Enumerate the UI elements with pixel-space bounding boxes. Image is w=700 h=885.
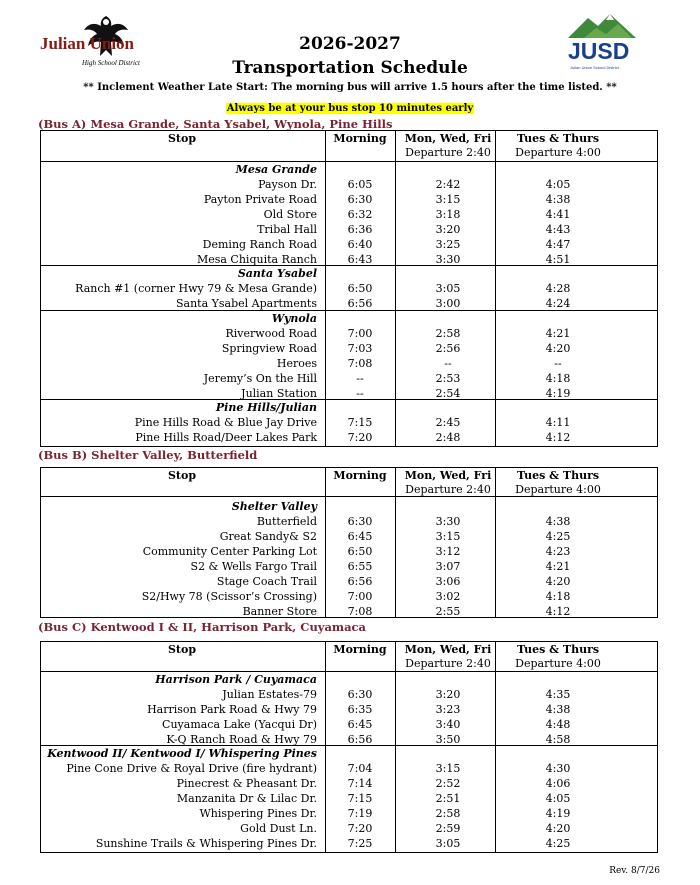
morning-time: 7:14 [347, 777, 373, 790]
tt-time: -- [554, 357, 562, 370]
tt-time: 4:23 [545, 545, 571, 558]
morning-time: 6:32 [347, 208, 373, 221]
morning-time: 6:36 [347, 223, 373, 236]
tt-time: 4:25 [545, 530, 571, 543]
morning-column-header: Morning [333, 643, 387, 656]
tt-departure-label: Departure 4:00 [515, 657, 601, 670]
stop-name: Julian Estates-79 [222, 688, 317, 701]
mwf-column-header: Mon, Wed, Fri [404, 469, 492, 482]
mwf-time: 3:50 [435, 733, 461, 746]
stop-name: Heroes [276, 357, 317, 370]
morning-time: 7:08 [347, 357, 373, 370]
mwf-column-header: Mon, Wed, Fri [404, 132, 492, 145]
mwf-time: 2:45 [435, 416, 461, 429]
stop-name: Payson Dr. [258, 178, 317, 191]
stop-name: Harrison Park Road & Hwy 79 [147, 703, 317, 716]
logo-right-sub: Julian Union School District [570, 65, 619, 70]
morning-time: 6:50 [347, 545, 373, 558]
stop-name: Whispering Pines Dr. [199, 807, 317, 820]
stop-name: Banner Store [242, 605, 317, 618]
mwf-time: 3:30 [435, 515, 461, 528]
morning-time: -- [356, 387, 364, 400]
stop-name: S2 & Wells Fargo Trail [190, 560, 317, 573]
tt-time: 4:25 [545, 837, 571, 850]
tt-time: 4:30 [545, 762, 571, 775]
tt-time: 4:35 [545, 688, 571, 701]
mwf-time: 3:15 [435, 193, 461, 206]
tt-time: 4:38 [545, 193, 571, 206]
group-heading: Santa Ysabel [237, 267, 317, 280]
mwf-time: 2:42 [435, 178, 461, 191]
stop-name: Mesa Chiquita Ranch [196, 253, 317, 266]
mwf-time: 3:20 [435, 688, 461, 701]
tt-time: 4:12 [545, 431, 571, 444]
mwf-time: 2:53 [435, 372, 461, 385]
mwf-time: 3:05 [435, 282, 461, 295]
morning-time: 6:45 [347, 530, 373, 543]
late-start-note: ** Inclement Weather Late Start: The morning bus will arrive 1.5 hours after the time listed. ** [83, 82, 617, 93]
morning-time: 6:55 [347, 560, 373, 573]
mwf-time: 3:00 [435, 297, 461, 310]
stop-column-header: Stop [167, 469, 197, 482]
column-divider [495, 642, 496, 852]
stop-name: Manzanita Dr & Lilac Dr. [176, 792, 317, 805]
morning-time: 7:03 [347, 342, 373, 355]
tt-time: 4:19 [545, 807, 571, 820]
tt-time: 4:38 [545, 515, 571, 528]
tt-time: 4:51 [545, 253, 571, 266]
mwf-time: 3:15 [435, 530, 461, 543]
stop-name: S2/Hwy 78 (Scissor’s Crossing) [141, 590, 317, 603]
morning-time: 7:04 [347, 762, 373, 775]
morning-time: 6:56 [347, 297, 373, 310]
bus-c-table [40, 641, 658, 853]
tt-time: 4:05 [545, 178, 571, 191]
column-divider [325, 468, 326, 617]
mwf-departure-label: Departure 2:40 [405, 483, 491, 496]
morning-time: 7:20 [347, 822, 373, 835]
schedule-year: 2026-2027 [299, 34, 401, 54]
revision-note: Rev. 8/7/26 [609, 866, 660, 876]
mwf-time: 3:12 [435, 545, 461, 558]
morning-time: 6:30 [347, 688, 373, 701]
morning-time: 6:43 [347, 253, 373, 266]
mwf-time: 2:54 [435, 387, 461, 400]
bus-b-heading: (Bus B) Shelter Valley, Butterfield [38, 448, 258, 462]
mwf-time: 3:02 [435, 590, 461, 603]
tt-time: 4:43 [545, 223, 571, 236]
column-divider [325, 642, 326, 852]
tt-departure-label: Departure 4:00 [515, 483, 601, 496]
mwf-time: 2:51 [435, 792, 461, 805]
mwf-time: 3:05 [435, 837, 461, 850]
tt-time: 4:20 [545, 342, 571, 355]
mwf-time: 2:58 [435, 807, 461, 820]
tt-time: 4:19 [545, 387, 571, 400]
morning-time: 7:20 [347, 431, 373, 444]
tt-time: 4:21 [545, 560, 571, 573]
morning-time: 7:15 [347, 416, 373, 429]
mwf-time: 3:18 [435, 208, 461, 221]
row-divider [41, 265, 657, 266]
mwf-departure-label: Departure 2:40 [405, 657, 491, 670]
tt-column-header: Tues & Thurs [516, 132, 600, 145]
stop-name: Sunshine Trails & Whispering Pines Dr. [95, 837, 317, 850]
mwf-time: 3:07 [435, 560, 461, 573]
morning-time: 6:45 [347, 718, 373, 731]
group-heading: Shelter Valley [231, 500, 317, 513]
stop-name: Payton Private Road [203, 193, 317, 206]
tt-time: 4:28 [545, 282, 571, 295]
bus-a-table [40, 130, 658, 447]
logo-left-sub: High School District [82, 59, 140, 67]
row-divider [41, 399, 657, 400]
mwf-time: 2:55 [435, 605, 461, 618]
mwf-time: 2:59 [435, 822, 461, 835]
bus-a-heading: (Bus A) Mesa Grande, Santa Ysabel, Wynola, Pine Hills [38, 117, 393, 131]
morning-time: 6:56 [347, 575, 373, 588]
mwf-departure-label: Departure 2:40 [405, 146, 491, 159]
tt-time: 4:11 [545, 416, 571, 429]
tt-departure-label: Departure 4:00 [515, 146, 601, 159]
morning-time: 6:40 [347, 238, 373, 251]
stop-name: Stage Coach Trail [216, 575, 317, 588]
morning-time: 7:15 [347, 792, 373, 805]
mwf-time: 2:56 [435, 342, 461, 355]
morning-column-header: Morning [333, 132, 387, 145]
column-divider [395, 642, 396, 852]
stop-name: Jeremy’s On the Hill [203, 372, 317, 385]
mwf-time: 2:58 [435, 327, 461, 340]
mwf-time: 3:06 [435, 575, 461, 588]
morning-time: 7:08 [347, 605, 373, 618]
tt-time: 4:06 [545, 777, 571, 790]
stop-name: Pine Hills Road & Blue Jay Drive [134, 416, 317, 429]
tt-column-header: Tues & Thurs [516, 469, 600, 482]
stop-name: Deming Ranch Road [202, 238, 317, 251]
tt-time: 4:18 [545, 590, 571, 603]
stop-name: Pine Cone Drive & Royal Drive (fire hydrant) [66, 762, 317, 775]
stop-name: Riverwood Road [225, 327, 317, 340]
group-heading: Wynola [271, 312, 317, 325]
tt-time: 4:24 [545, 297, 571, 310]
tt-time: 4:58 [545, 733, 571, 746]
tt-time: 4:12 [545, 605, 571, 618]
morning-time: 6:30 [347, 193, 373, 206]
morning-column-header: Morning [333, 469, 387, 482]
row-divider [41, 310, 657, 311]
stop-name: Santa Ysabel Apartments [176, 297, 317, 310]
group-heading: Mesa Grande [235, 163, 317, 176]
stop-name: K-Q Ranch Road & Hwy 79 [166, 733, 317, 746]
morning-time: 6:35 [347, 703, 373, 716]
row-divider [41, 671, 657, 672]
tt-time: 4:20 [545, 822, 571, 835]
column-divider [395, 468, 396, 617]
mwf-column-header: Mon, Wed, Fri [404, 643, 492, 656]
morning-time: 7:00 [347, 590, 373, 603]
stop-column-header: Stop [167, 643, 197, 656]
stop-name: Great Sandy& S2 [219, 530, 317, 543]
highlight-note-wrap [0, 96, 700, 115]
stop-name: Pinecrest & Pheasant Dr. [176, 777, 317, 790]
stop-column-header: Stop [167, 132, 197, 145]
row-divider [41, 496, 657, 497]
group-heading: Kentwood II/ Kentwood I/ Whispering Pines [47, 747, 317, 760]
stop-name: Gold Dust Ln. [240, 822, 317, 835]
mwf-time: 3:40 [435, 718, 461, 731]
bus-c-heading: (Bus C) Kentwood I & II, Harrison Park, Cuyamaca [38, 620, 367, 634]
tt-time: 4:18 [545, 372, 571, 385]
group-heading: Harrison Park / Cuyamaca [155, 673, 317, 686]
tt-time: 4:38 [545, 703, 571, 716]
morning-time: 7:00 [347, 327, 373, 340]
stop-name: Cuyamaca Lake (Yacqui Dr) [162, 718, 317, 731]
tt-time: 4:05 [545, 792, 571, 805]
logo-left-text: Julian Union [40, 34, 135, 53]
row-divider [41, 745, 657, 746]
stop-name: Pine Hills Road/Deer Lakes Park [135, 431, 317, 444]
tt-time: 4:48 [545, 718, 571, 731]
mwf-time: 3:20 [435, 223, 461, 236]
tt-column-header: Tues & Thurs [516, 643, 600, 656]
stop-name: Butterfield [256, 515, 317, 528]
stop-name: Tribal Hall [257, 223, 317, 236]
tt-time: 4:20 [545, 575, 571, 588]
tt-time: 4:21 [545, 327, 571, 340]
bus-b-table [40, 467, 658, 618]
stop-name: Old Store [263, 208, 317, 221]
tt-time: 4:41 [545, 208, 571, 221]
morning-time: 6:50 [347, 282, 373, 295]
stop-name: Ranch #1 (corner Hwy 79 & Mesa Grande) [75, 282, 317, 295]
page-title: Transportation Schedule [232, 58, 468, 78]
stop-name: Springview Road [221, 342, 317, 355]
row-divider [41, 161, 657, 162]
mwf-time: 3:15 [435, 762, 461, 775]
stop-name: Julian Station [241, 387, 317, 400]
morning-time: 6:56 [347, 733, 373, 746]
morning-time: 6:05 [347, 178, 373, 191]
tt-time: 4:47 [545, 238, 571, 251]
mwf-time: 2:48 [435, 431, 461, 444]
stop-name: Community Center Parking Lot [142, 545, 317, 558]
mwf-time: 2:52 [435, 777, 461, 790]
mwf-time: -- [444, 357, 452, 370]
mwf-time: 3:23 [435, 703, 461, 716]
mwf-time: 3:30 [435, 253, 461, 266]
highlight-note: Always be at your bus stop 10 minutes early [226, 103, 474, 114]
group-heading: Pine Hills/Julian [215, 401, 317, 414]
morning-time: -- [356, 372, 364, 385]
morning-time: 6:30 [347, 515, 373, 528]
morning-time: 7:25 [347, 837, 373, 850]
mwf-time: 3:25 [435, 238, 461, 251]
morning-time: 7:19 [347, 807, 373, 820]
logo-right-text: JUSD [568, 38, 630, 64]
